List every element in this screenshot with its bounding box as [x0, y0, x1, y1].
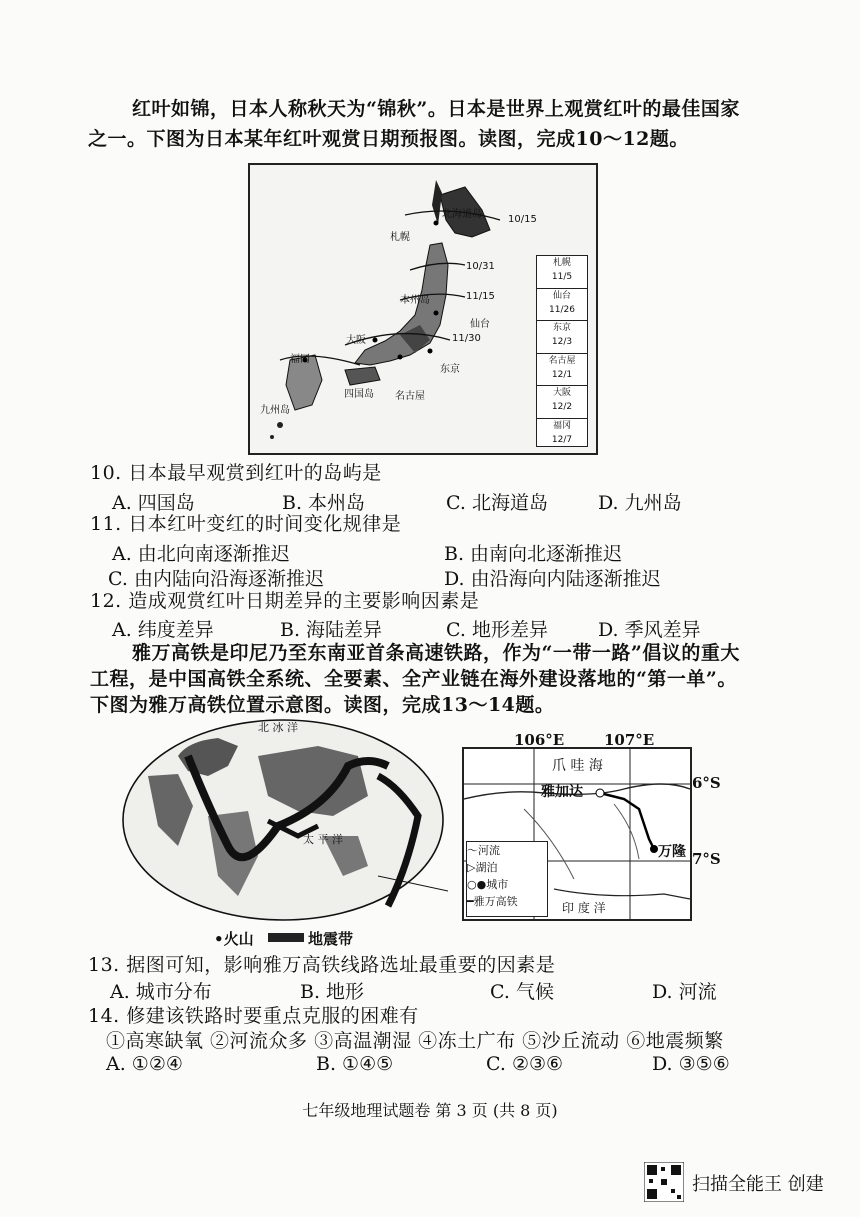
page-footer: 七年级地理试题卷 第 3 页 (共 8 页) [302, 1101, 558, 1120]
label-java-sea: 爪 哇 海 [552, 758, 603, 774]
q13-option-a[interactable]: A. 城市分布 [110, 981, 212, 1003]
q11-option-b[interactable]: B. 由南向北逐渐推迟 [444, 543, 623, 565]
inset-legend-lake: ▷湖泊 [467, 861, 498, 874]
q12-option-b[interactable]: B. 海陆差异 [280, 619, 383, 641]
label-6s: 6°S [692, 774, 721, 792]
inset-legend-river: ～河流 [467, 844, 500, 857]
legend-fukuoka: 福冈 12/7 [551, 420, 573, 445]
label-arctic-ocean: 北 冰 洋 [258, 721, 298, 734]
label-indian-ocean: 印 度 洋 [562, 901, 606, 915]
legend-osaka: 大阪 12/2 [537, 386, 587, 419]
intro1-line1: 红叶如锦，日本人称秋天为“锦秋”。日本是世界上观赏红叶的最佳国家 [132, 98, 740, 120]
q13-stem: 13. 据图可知，影响雅万高铁线路选址最重要的因素是 [88, 954, 556, 976]
label-106e: 106°E [514, 731, 565, 749]
label-bandung: 万隆 [658, 844, 686, 860]
q14-option-b[interactable]: B. ①④⑤ [316, 1053, 394, 1075]
q13-option-c[interactable]: C. 气候 [490, 981, 554, 1003]
world-legend-quake: 地震带 [308, 930, 354, 948]
label-sendai: 仙台 [470, 319, 490, 330]
q14-option-d[interactable]: D. ③⑤⑥ [652, 1053, 730, 1075]
label-1031: 10/31 [466, 261, 495, 272]
label-hokkaido: 北海道岛 [442, 209, 482, 220]
inset-legend-city: ○●城市 [467, 878, 509, 891]
q14-option-c[interactable]: C. ②③⑥ [486, 1053, 564, 1075]
q13-option-d[interactable]: D. 河流 [652, 981, 717, 1003]
world-map [118, 716, 448, 938]
q10-stem: 10. 日本最早观赏到红叶的岛屿是 [90, 462, 382, 484]
intro1-line2: 之一。下图为日本某年红叶观赏日期预报图。读图，完成10～12题。 [88, 128, 689, 150]
intro2-line2: 工程，是中国高铁全系统、全要素、全产业链在海外建设落地的“第一单”。 [90, 668, 737, 690]
qr-code-icon [644, 1162, 684, 1202]
label-7s: 7°S [692, 850, 721, 868]
q10-option-a[interactable]: A. 四国岛 [112, 492, 195, 514]
intro2-line1: 雅万高铁是印尼乃至东南亚首条高速铁路，作为“一带一路”倡议的重大 [132, 642, 740, 664]
label-tokyo: 东京 [440, 364, 460, 375]
label-1130: 11/30 [452, 333, 481, 344]
q14-items: ①高寒缺氧 ②河流众多 ③高温潮湿 ④冻土广布 ⑤沙丘流动 ⑥地震频繁 [106, 1030, 724, 1052]
label-kyushu: 九州岛 [260, 405, 290, 416]
q13-option-b[interactable]: B. 地形 [300, 981, 365, 1003]
legend-nagoya: 名古屋 12/1 [537, 354, 587, 387]
q10-option-c[interactable]: C. 北海道岛 [446, 492, 548, 514]
q10-option-d[interactable]: D. 九州岛 [598, 492, 682, 514]
label-jakarta: 雅加达 [541, 784, 583, 800]
quake-belt-swatch [268, 933, 304, 942]
label-osaka: 大阪 [346, 335, 366, 346]
q12-option-a[interactable]: A. 纬度差异 [112, 619, 214, 641]
q10-option-b[interactable]: B. 本州岛 [282, 492, 366, 514]
label-shikoku: 四国岛 [344, 389, 374, 400]
scanner-watermark-text: 扫描全能王 创建 [692, 1174, 824, 1195]
legend-tokyo: 东京 12/3 [537, 321, 587, 354]
inset-legend-railway: ━雅万高铁 [467, 895, 518, 908]
q14-option-a[interactable]: A. ①②④ [106, 1053, 183, 1075]
q11-option-a[interactable]: A. 由北向南逐渐推迟 [112, 543, 290, 565]
legend-sapporo: 札幌 11/5 [537, 256, 587, 289]
label-1115: 11/15 [466, 291, 495, 302]
label-honshu: 本州岛 [400, 295, 430, 306]
q12-option-c[interactable]: C. 地形差异 [446, 619, 548, 641]
inset-legend [466, 841, 548, 917]
intro2-line3: 下图为雅万高铁位置示意图。读图，完成13～14题。 [90, 694, 555, 716]
q12-stem: 12. 造成观赏红叶日期差异的主要影响因素是 [90, 590, 480, 612]
label-nagoya: 名古屋 [395, 391, 425, 402]
world-map-drawing [118, 716, 448, 938]
q11-stem: 11. 日本红叶变红的时间变化规律是 [90, 513, 402, 535]
q11-option-d[interactable]: D. 由沿海向内陆逐渐推迟 [444, 568, 661, 590]
q11-option-c[interactable]: C. 由内陆向沿海逐渐推迟 [108, 568, 324, 590]
inset-map [462, 747, 692, 921]
label-1015: 10/15 [508, 214, 537, 225]
label-sapporo: 札幌 [390, 232, 410, 243]
label-107e: 107°E [604, 731, 655, 749]
q14-stem: 14. 修建该铁路时要重点克服的困难有 [88, 1005, 419, 1027]
world-legend-volcano: •火山 [214, 930, 254, 948]
legend-sendai: 仙台 11/26 [537, 289, 587, 322]
q12-option-d[interactable]: D. 季风差异 [598, 619, 701, 641]
japan-legend [536, 255, 588, 447]
label-pacific: 太 平 洋 [303, 833, 343, 846]
label-fukuoka: 福冈 [290, 354, 310, 365]
